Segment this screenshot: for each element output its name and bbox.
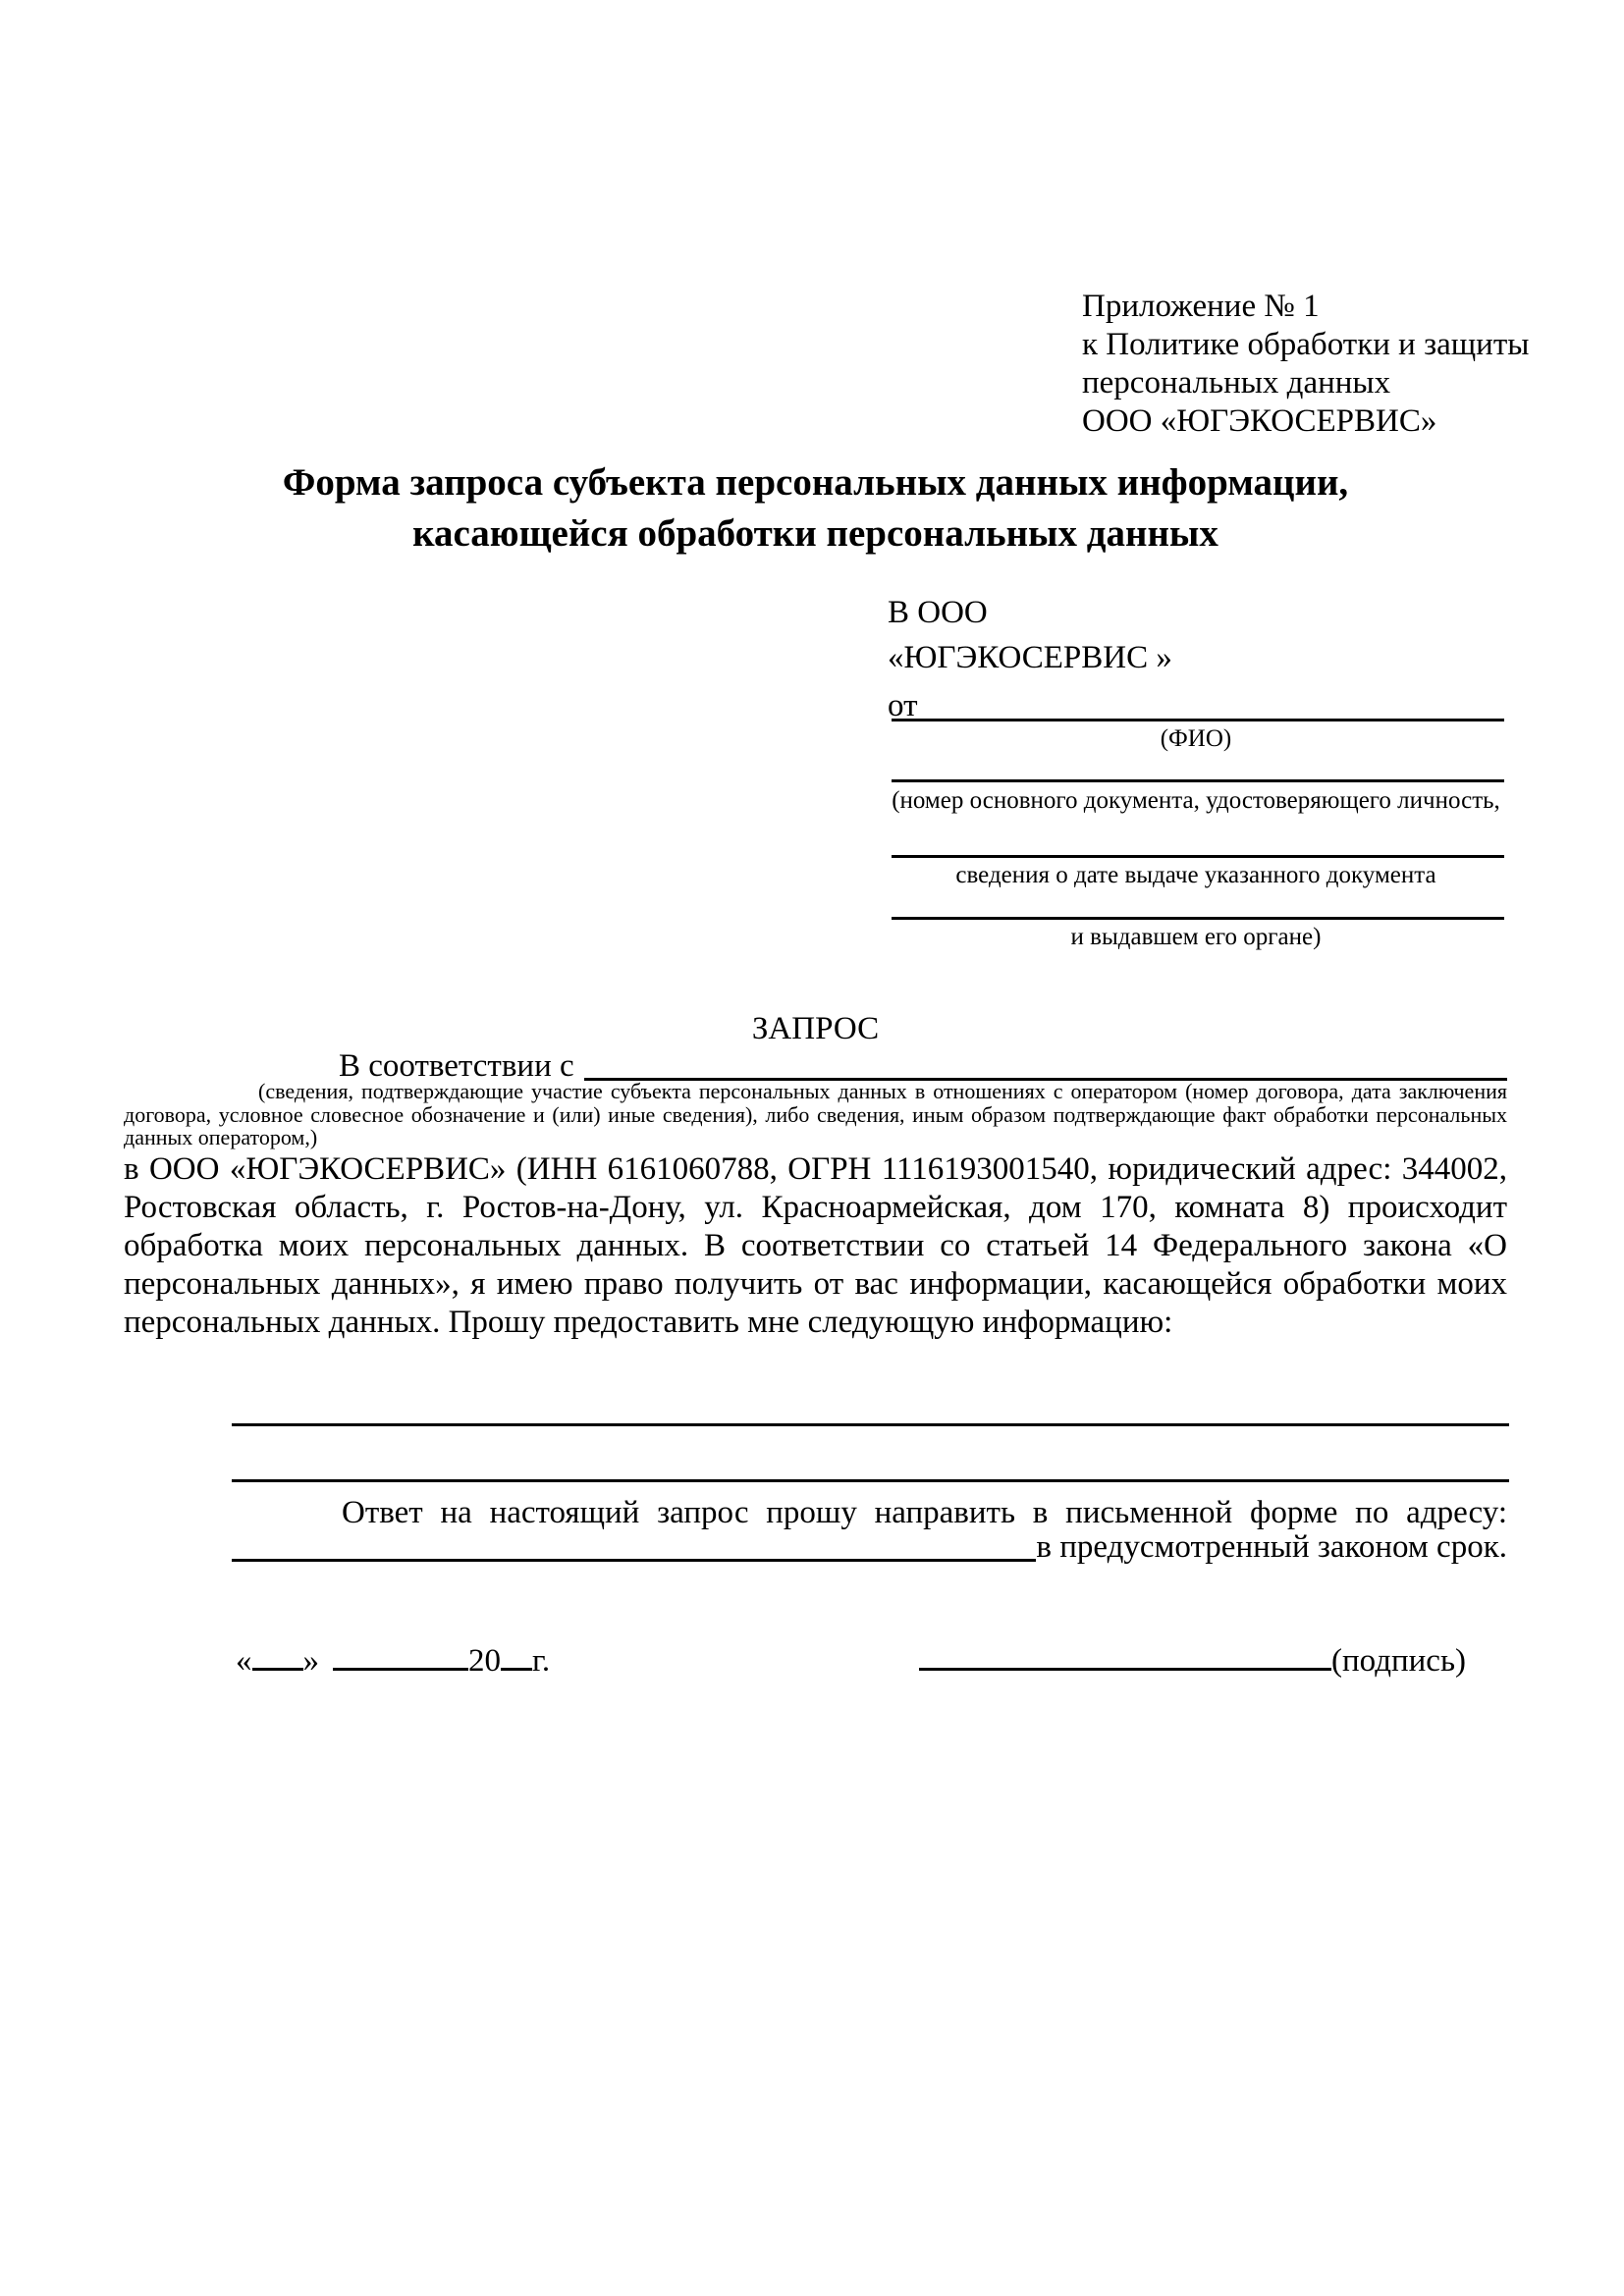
- reply-request-line: Ответ на настоящий запрос прошу направить в письменной форме по адресу:: [342, 1495, 1507, 1530]
- reply-address-row: [232, 1527, 1507, 1567]
- info-blank-line-1: [232, 1423, 1509, 1426]
- address-blank-line: [232, 1559, 1036, 1562]
- issuing-authority-blank-line: [892, 917, 1504, 920]
- day-blank-segment: [252, 1635, 303, 1671]
- addressee-org-line1: В ООО: [888, 595, 988, 630]
- date-open-quote: «: [236, 1643, 252, 1679]
- appendix-header-line: персональных данных: [1082, 365, 1391, 400]
- document-title-line1: Форма запроса субъекта персональных данных информации,: [282, 461, 1349, 504]
- appendix-header-line: ООО «ЮГЭКОСЕРВИС»: [1082, 403, 1437, 439]
- date-close-quote: »: [302, 1643, 319, 1679]
- basis-intro-label: В соответствии с: [339, 1048, 574, 1084]
- year-prefix: 20: [468, 1643, 501, 1679]
- reply-suffix: в предусмотренный законом срок.: [1036, 1529, 1507, 1565]
- document-title-line2: касающейся обработки персональных данных: [412, 512, 1218, 555]
- doc-number-caption: (номер основного документа, удостоверяющего личность,: [892, 787, 1500, 814]
- fio-caption: (ФИО): [1160, 725, 1232, 752]
- basis-fine-print: (сведения, подтверждающие участие субъекта персональных данных в отношениях с оператором (номер договора, дата заключения договора, условное словесное обозначение и (или) иные сведения), либо сведения, иным образом подтверждающие факт обработки персональных данных оператором,): [124, 1079, 1507, 1149]
- issue-date-caption: сведения о дате выдаче указанного документа: [955, 862, 1436, 888]
- info-blank-line-2: [232, 1479, 1509, 1482]
- document-title: [124, 457, 1507, 560]
- request-body-paragraph: в ООО «ЮГЭКОСЕРВИС» (ИНН 6161060788, ОГРН 1116193001540, юридический адрес: 344002, Ростовская область, г. Ростов-на-Дону, ул. Красноармейская, дом 170, комната 8) происходит обработка моих персональных данных. В соответствии со статьей 14 Федерального закона «О персональных данных», я имею право получить от вас информации, касающейся обработки моих персональных данных. Прошу предоставить мне следующую информацию:: [124, 1151, 1507, 1340]
- date-field: [236, 1635, 550, 1681]
- year-blank-segment: [501, 1635, 532, 1671]
- fio-blank-line: [892, 719, 1504, 721]
- appendix-header-line: к Политике обработки и защиты: [1082, 327, 1530, 362]
- issue-date-blank-line: [892, 855, 1504, 858]
- month-blank-segment: [333, 1635, 468, 1671]
- doc-number-blank-line: [892, 779, 1504, 782]
- signature-blank-line: [919, 1635, 1331, 1671]
- signature-field: [919, 1635, 1466, 1681]
- request-heading: ЗАПРОС: [751, 1011, 880, 1046]
- appendix-header: [1082, 288, 1529, 441]
- addressee-from-label: от: [888, 688, 918, 723]
- addressee-org-line2: «ЮГЭКОСЕРВИС »: [888, 640, 1172, 675]
- appendix-header-line: Приложение № 1: [1082, 289, 1320, 324]
- signature-caption: (подпись): [1331, 1643, 1466, 1679]
- issuing-authority-caption: и выдавшем его органе): [1070, 924, 1322, 950]
- year-suffix: г.: [532, 1643, 551, 1679]
